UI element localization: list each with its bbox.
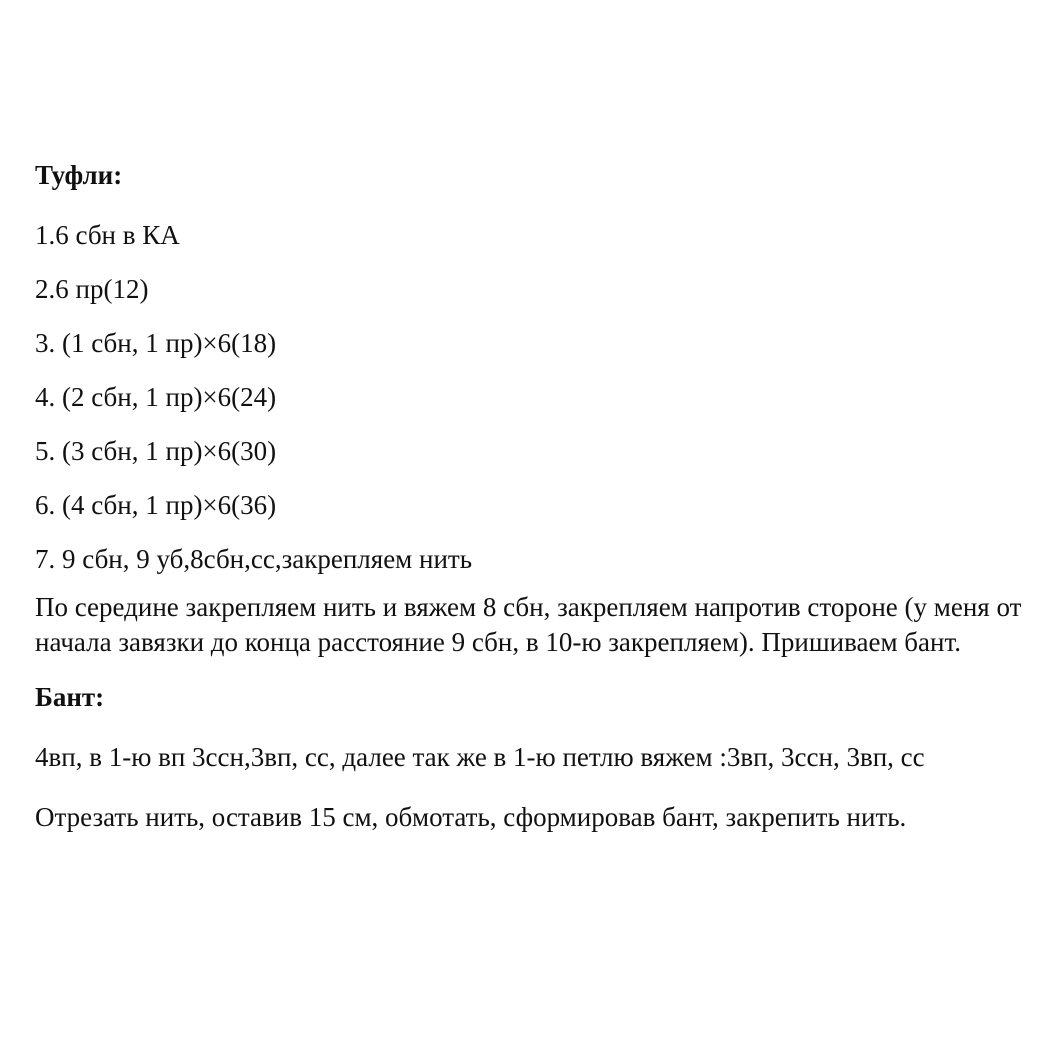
step-4: 4. (2 сбн, 1 пр)×6(24) bbox=[35, 382, 277, 412]
step-1: 1.6 сбн в КА bbox=[35, 220, 180, 250]
step-6: 6. (4 сбн, 1 пр)×6(36) bbox=[35, 490, 277, 520]
bow-heading: Бант: bbox=[35, 682, 105, 712]
shoes-heading: Туфли: bbox=[35, 160, 123, 190]
bow-instruction-2: Отрезать нить, оставив 15 см, обмотать, сформировав бант, закрепить нить. bbox=[35, 802, 907, 832]
step-2: 2.6 пр(12) bbox=[35, 274, 149, 304]
step-3: 3. (1 сбн, 1 пр)×6(18) bbox=[35, 328, 277, 358]
step-5: 5. (3 сбн, 1 пр)×6(30) bbox=[35, 436, 277, 466]
document-page bbox=[35, 158, 1025, 834]
shoes-note-paragraph: По середине закрепляем нить и вяжем 8 сбн, закрепляем напротив стороне (у меня от начала завязки до конца расстояние 9 сбн, в 10-ю закрепляем). Пришиваем бант. bbox=[35, 592, 1022, 657]
bow-instruction-1: 4вп, в 1-ю вп 3ссн,3вп, сс, далее так же в 1-ю петлю вяжем :3вп, 3ссн, 3вп, сс bbox=[35, 742, 925, 772]
step-7: 7. 9 сбн, 9 уб,8сбн,сс,закрепляем нить bbox=[35, 544, 473, 574]
